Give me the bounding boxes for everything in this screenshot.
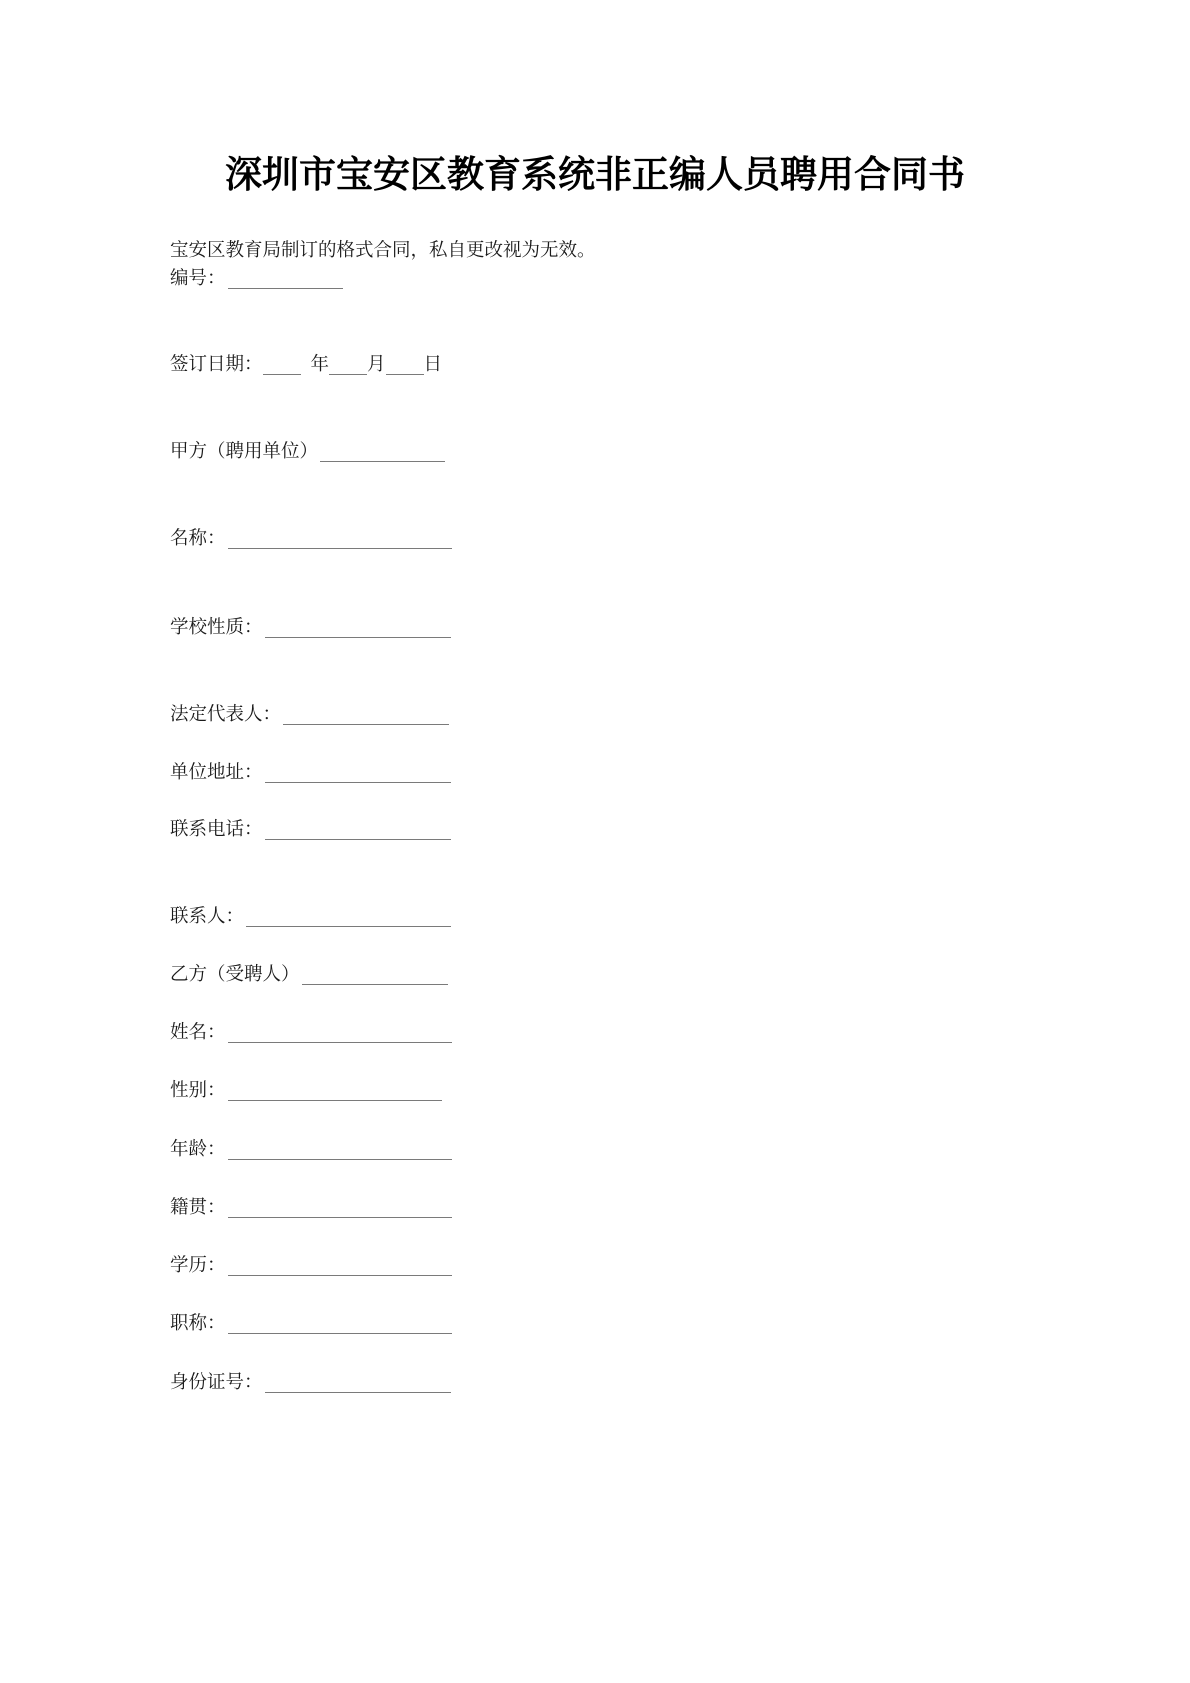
month-label: 月 <box>367 355 386 375</box>
contact-person-label: 联系人： <box>170 907 245 927</box>
contact-person-row <box>170 904 451 930</box>
document-title: 深圳市宝安区教育系统非正编人员聘用合同书 <box>225 153 965 196</box>
party-a-field[interactable] <box>320 443 445 462</box>
professional-title-row <box>170 1311 452 1337</box>
party-a-name-label: 名称： <box>170 529 226 549</box>
sign-date-label: 签订日期： <box>170 355 263 375</box>
employee-name-row <box>170 1020 452 1046</box>
year-label: 年 <box>310 355 330 375</box>
education-row <box>170 1253 452 1279</box>
age-field[interactable] <box>228 1141 452 1160</box>
party-b-heading-row <box>170 962 448 988</box>
sign-date-row <box>170 352 442 378</box>
school-type-row <box>170 615 451 641</box>
education-field[interactable] <box>228 1257 452 1276</box>
party-a-name-field[interactable] <box>228 530 452 549</box>
gender-label: 性别： <box>170 1081 226 1101</box>
professional-title-label: 职称： <box>170 1314 226 1334</box>
contract-number-field[interactable] <box>228 270 343 289</box>
native-place-label: 籍贯： <box>170 1198 226 1218</box>
notice-text: 宝安区教育局制订的格式合同，私自更改视为无效。 <box>170 241 596 261</box>
school-type-field[interactable] <box>265 619 451 638</box>
party-b-heading: 乙方（受聘人） <box>170 965 300 985</box>
party-b-field[interactable] <box>302 966 448 985</box>
unit-address-field[interactable] <box>265 764 451 783</box>
sign-day-field[interactable] <box>386 356 424 375</box>
unit-address-label: 单位地址： <box>170 763 263 783</box>
employee-name-field[interactable] <box>228 1024 452 1043</box>
unit-address-row <box>170 760 451 786</box>
native-place-row <box>170 1195 452 1221</box>
age-row <box>170 1137 452 1163</box>
contract-number-row <box>170 266 343 292</box>
contract-number-label: 编号： <box>170 269 226 289</box>
party-a-heading-row <box>170 439 445 465</box>
education-label: 学历： <box>170 1256 226 1276</box>
day-label: 日 <box>423 355 443 375</box>
employee-name-label: 姓名： <box>170 1023 226 1043</box>
school-type-label: 学校性质： <box>170 618 263 638</box>
age-label: 年龄： <box>170 1140 226 1160</box>
legal-rep-row <box>170 702 449 728</box>
format-notice <box>170 238 596 264</box>
gender-row <box>170 1078 442 1104</box>
id-number-label: 身份证号： <box>170 1373 263 1393</box>
native-place-field[interactable] <box>228 1199 452 1218</box>
party-a-heading: 甲方（聘用单位） <box>170 442 319 462</box>
professional-title-field[interactable] <box>228 1315 452 1334</box>
legal-rep-label: 法定代表人： <box>170 705 282 725</box>
contact-phone-label: 联系电话： <box>170 820 263 840</box>
sign-month-field[interactable] <box>329 356 367 375</box>
id-number-field[interactable] <box>265 1374 451 1393</box>
id-number-row <box>170 1370 451 1396</box>
contact-phone-field[interactable] <box>265 821 451 840</box>
legal-rep-field[interactable] <box>283 706 449 725</box>
contact-phone-row <box>170 817 451 843</box>
party-a-name-row <box>170 526 452 552</box>
contact-person-field[interactable] <box>246 908 451 927</box>
gender-field[interactable] <box>228 1082 442 1101</box>
sign-year-field[interactable] <box>263 356 301 375</box>
